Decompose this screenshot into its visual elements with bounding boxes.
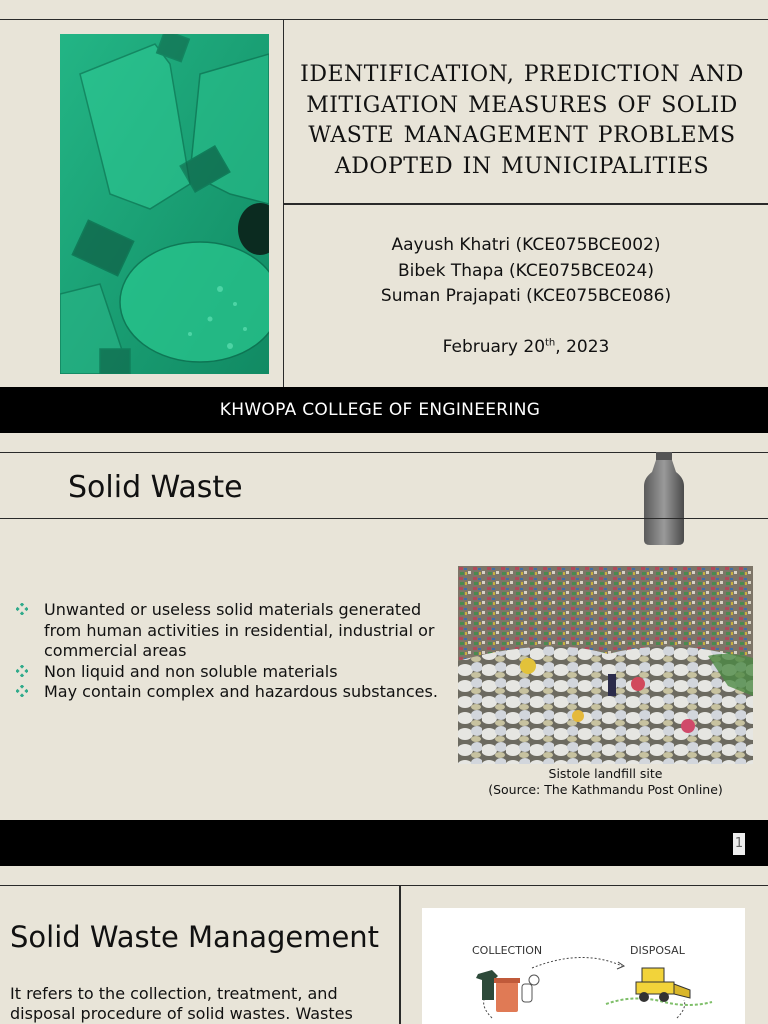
plastic-bottles-icon bbox=[60, 34, 269, 374]
bullet-text-1: Unwanted or useless solid materials generated from human activities in residential, industrial or commercial areas bbox=[44, 600, 435, 660]
presentation-date bbox=[288, 337, 764, 357]
landfill-photo-icon bbox=[458, 566, 753, 764]
author-3: Suman Prajapati (KCE075BCE086) bbox=[380, 286, 672, 306]
date-prefix: February 20 bbox=[442, 337, 546, 357]
list-item bbox=[16, 662, 456, 683]
date-sup: th bbox=[545, 337, 556, 349]
list-item bbox=[16, 600, 456, 662]
bottle-icon bbox=[644, 452, 684, 546]
slide3-description: It refers to the collection, treatment, and disposal procedure of solid wastes. Wastes bbox=[10, 984, 353, 1023]
slide3-top-divider bbox=[0, 885, 768, 886]
date-suffix: , 2023 bbox=[555, 337, 610, 357]
waste-cycle-diagram bbox=[422, 908, 745, 1024]
college-name: KHWOPA COLLEGE OF ENGINEERING bbox=[219, 400, 541, 420]
bulldozer-icon bbox=[604, 964, 714, 1010]
landfill-photo bbox=[458, 566, 753, 764]
list-item bbox=[16, 682, 456, 703]
author-2: Bibek Thapa (KCE075BCE024) bbox=[397, 260, 655, 281]
slide2-heading-divider bbox=[0, 518, 768, 519]
photo-caption bbox=[458, 766, 753, 797]
diamond-bullet-icon bbox=[16, 685, 28, 697]
bullet-text-3: May contain complex and hazardous substances. bbox=[44, 682, 438, 701]
page-number: 1 bbox=[733, 833, 745, 855]
top-divider bbox=[0, 19, 768, 20]
diamond-bullet-icon bbox=[16, 665, 28, 677]
bullet-list bbox=[16, 600, 456, 703]
diagram-label-collection: COLLECTION bbox=[472, 944, 543, 957]
slide3-heading: Solid Waste Management bbox=[10, 920, 380, 954]
bullet-text-2: Non liquid and non soluble materials bbox=[44, 661, 338, 681]
author-1: Aayush Khatri (KCE075BCE002) bbox=[391, 235, 661, 255]
trash-bin-icon bbox=[474, 964, 544, 1016]
diamond-bullet-icon bbox=[16, 603, 28, 615]
caption-line-2: (Source: The Kathmandu Post Online) bbox=[488, 781, 723, 797]
college-band bbox=[0, 387, 768, 433]
diagram-label-disposal: DISPOSAL bbox=[630, 944, 685, 957]
author-list bbox=[288, 233, 764, 310]
caption-line-1: Sistole landfill site bbox=[548, 766, 663, 781]
cover-image bbox=[60, 34, 269, 374]
slide3-vertical-divider bbox=[399, 885, 401, 1024]
title-divider bbox=[284, 203, 768, 205]
slide2-heading: Solid Waste bbox=[68, 470, 243, 505]
slide2-footer-band bbox=[0, 820, 768, 866]
presentation-title: IDENTIFICATION, PREDICTION AND MITIGATION MEASURES OF SOLID WASTE MANAGEMENT PROBLEMS ADOPTED IN MUNICIPALITIES bbox=[300, 62, 744, 179]
